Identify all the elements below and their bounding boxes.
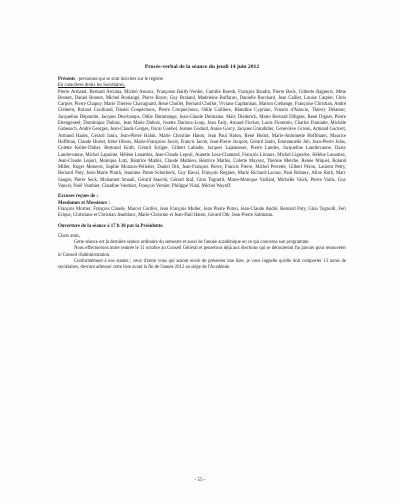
- presents-intro: : personnes qui se sont inscrites sur le registre: [75, 77, 164, 82]
- paragraph-3: Conformément à nos statuts ; ceux d'entre vous qui auront envie de présenter une liste, je vous rappelle qu'elle doit comporter 13 noms de sociétaires, devront adresser cette liste avant la fin de l'année 2012 au siège de l'Académie.: [58, 259, 346, 271]
- paragraph-2: Nous effectuerons notre rentrée le 11 octobre au Conseil Général et penserons déjà aux élections qui se dérouleront fin janvier pour renouveler le Conseil d'administration.: [58, 246, 346, 258]
- document-page: [58, 64, 346, 272]
- presents-heading: Présents: [58, 77, 76, 82]
- presents-caption: En caractères droits les Sociétaires.: [58, 83, 126, 89]
- paragraph-1: Cette séance est la dernière séance ordinaire du semestre et aussi de l'année académique en ce qui concerne son programme.: [74, 240, 310, 246]
- excuses-list: François Mortier, François Claude, Marcel Cordier, Jean François Muller, Jean Pierre Puton, Jean-Claude André, Bernard Poty, Gino Tognolli, Feri Erique, Christiane et Christian Jeanblanc, Marie-Christine et Jean-Paul Haton, Gérard Oth, Jean-Pierre Saltmann.: [58, 206, 346, 219]
- greeting: Chers amis,: [58, 233, 81, 239]
- ouverture-heading: Ouverture de la séance à 17 h 30 par la Présidente.: [58, 223, 164, 229]
- excuses-subheading: Mesdames et Messieurs :: [58, 200, 111, 206]
- page-number: - 55 -: [194, 478, 206, 483]
- presents-list: Pierre Armand, Bernard Arciana, Michel Arnoux, Françoise Bailly-Verdot, Camille Bareth, François Baudin, Pierre Beck, Gilberte Bagneris, Mme Bonnet, Daniel Bonnet, Michel Boulangé, Pierre Boyer, Guy Braland, Madeleine Buffaron, Danielle Burckard, Jean Caillet, Louise Carpier, Chris Carpier, Pierre Chapuy, Marie Thérèse Chavagnard, René Chollet, Bernard Chollot, Viviane Capitanhan, Marion Crebange, Françoise Christian, André Clément, Roland Coulliaud, Daniel Coupechoux, Pierre Croquechoux, Odile Cuilliere, Blandine Cypriani, Francis d'Alascio, Thierry Delatour, Jacqueline Dépondre, Jacques Deschamps, Odile Dommange, Jean-Claude Dermaine, Marc Diederich, Marie Bernard Diligent, René Dignet, Pierre Ettengeneel, Dominique Dubrac, Jean Marie Dubois, Josette Durieux-Loup, Jean Fady, Arnaud Fischer, Louis Florentin, Charles Franiatte, Michèle Gabeusch, André Georges, Jean-Claude Gerges, Oscar Goebel, Jeanne Godard, Annie Gorcy, Jacques Grandidier, Geneviève Grison, Armand Guckert, Armand Haabs, Gérard Janin, Jean-Pierre Haluk, Marie Christine Haton, Jean Paul Haton, René Hodot, Marie-Antoinette Hoffmann, Maurice Hoffman, Claude Huriet, Irène Illieux, Marie-Françoise Jacob, Francis Jacob, Jean-Pierre Jacquot, Gérard Janin, Emmanuelle Job, Jean-Pierre Jolas, Colette Keller-Didier, Bertrand Kraft, Gérard Krüger, Gilbert Labadie, Jacques Lajeunesse, Pierre Landes, Jacqueline Landrevanne, Daisy Landrevanne, Michel Lapointe, Hélène Lenattiez, Jean-Claude Lepori, Annette Lesa-Chamard, François Limaux, Michel Lignorbe, Hélène Lenattiez, Jean-Claude Lepori, Monique Lutz, Béatrice Mathis, Claude Mathieu, Béatrice Mathis, Colette Mayour, Thérèse Metche, Renée Miquel, Roland Millet, Roger Monerot, Sophie Monzon-Pelletier, Daniel Oth, Jean-François Pierre, Francis Pierre, Michel Perrette, Gilbert Pérou, Laurent Petry, Bernard Poty, Jean-Marie Pirath, Jeannine Puton-Scherbeck, Guy Raval, François Regnier, Marie Richard-Lacour, Paul Robaux, Aline Roth, Marc Sauget, Pierre Seck, Mohamed Smaali, Gérard Staechi, Gérard Staf, Gino Tognolli, Marie-Monique Vaillant, Michelle Valck, Pierre Valck, Guy Vancel, Noël Vauthier, Claudine Vauthier, François Vernier, Philippe Vidal, Michel Wayoff.: [58, 89, 346, 190]
- document-title: Procès-verbal de la séance du jeudi 14 juin 2012: [144, 64, 260, 70]
- excuses-heading: Excuses reçues de :: [58, 194, 98, 200]
